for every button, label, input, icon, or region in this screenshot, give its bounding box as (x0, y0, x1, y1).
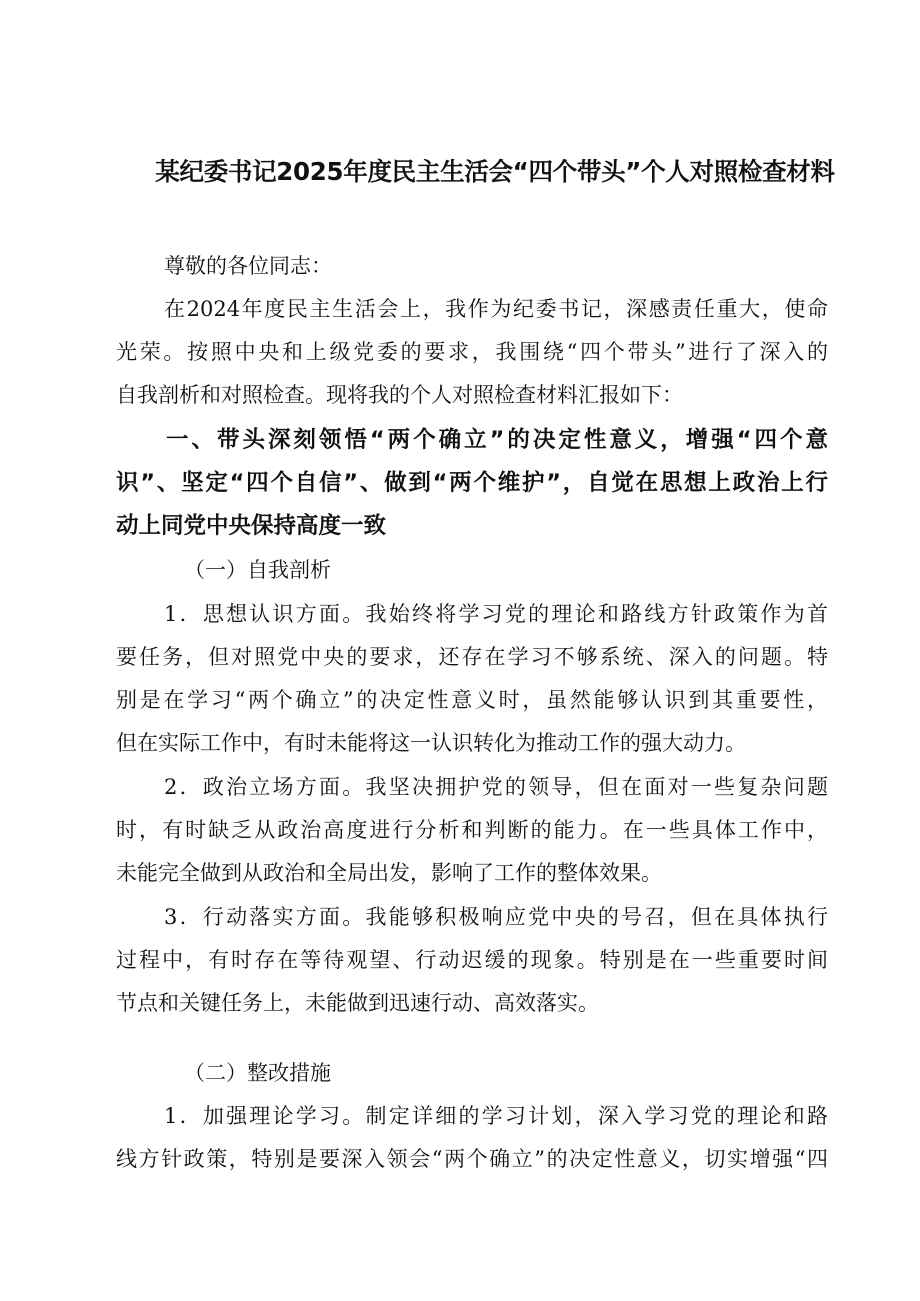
intro-line-2: 光荣。按照中央和上级党委的要求，我围绕“四个带头”进行了深入的 (116, 340, 828, 364)
item-2-line-3: 未能完全做到从政治和全局出发，影响了工作的整体效果。 (116, 861, 662, 885)
section-heading-line-3: 动上同党中央保持高度一致 (116, 513, 387, 539)
item-3-line-2: 过程中，有时存在等待观望、行动迟缓的现象。特别是在一些重要时间 (116, 948, 828, 972)
measure-1-line-2: 线方针政策，特别是要深入领会“两个确立”的决定性意义，切实增强“四 (116, 1147, 828, 1171)
item-1-line-4: 但在实际工作中，有时未能将这一认识转化为推动工作的强大动力。 (116, 731, 746, 755)
intro-line-1: 在2024年度民主生活会上，我作为纪委书记，深感责任重大，使命 (164, 297, 828, 321)
subsection-label-self-analysis: （一）自我剖析 (184, 558, 331, 582)
document-title: 某纪委书记2025年度民主生活会“四个带头”个人对照检查材料 (155, 157, 835, 186)
item-2-line-2: 时，有时缺乏从政治高度进行分析和判断的能力。在一些具体工作中， (116, 818, 828, 842)
section-heading-line-1: 一、带头深刻领悟“两个确立”的决定性意义，增强“四个意 (166, 427, 828, 453)
item-3-line-1: 3．行动落实方面。我能够积极响应党中央的号召，但在具体执行 (164, 905, 828, 929)
item-3-line-3: 节点和关键任务上，未能做到迅速行动、高效落实。 (116, 991, 599, 1015)
salutation: 尊敬的各位同志： (164, 254, 332, 278)
item-2-line-1: 2．政治立场方面。我坚决拥护党的领导，但在面对一些复杂问题 (164, 775, 828, 799)
item-1-line-1: 1．思想认识方面。我始终将学习党的理论和路线方针政策作为首 (164, 602, 828, 626)
measure-1-line-1: 1．加强理论学习。制定详细的学习计划，深入学习党的理论和路 (164, 1104, 828, 1128)
section-heading-line-2: 识”、坚定“四个自信”、做到“两个维护”，自觉在思想上政治上行 (116, 470, 828, 496)
item-1-line-3: 别是在学习“两个确立”的决定性意义时，虽然能够认识到其重要性， (116, 688, 828, 712)
subsection-label-rectification: （二）整改措施 (184, 1061, 331, 1085)
item-1-line-2: 要任务，但对照党中央的要求，还存在学习不够系统、深入的问题。特 (116, 645, 828, 669)
intro-line-3: 自我剖析和对照检查。现将我的个人对照检查材料汇报如下： (116, 383, 683, 407)
